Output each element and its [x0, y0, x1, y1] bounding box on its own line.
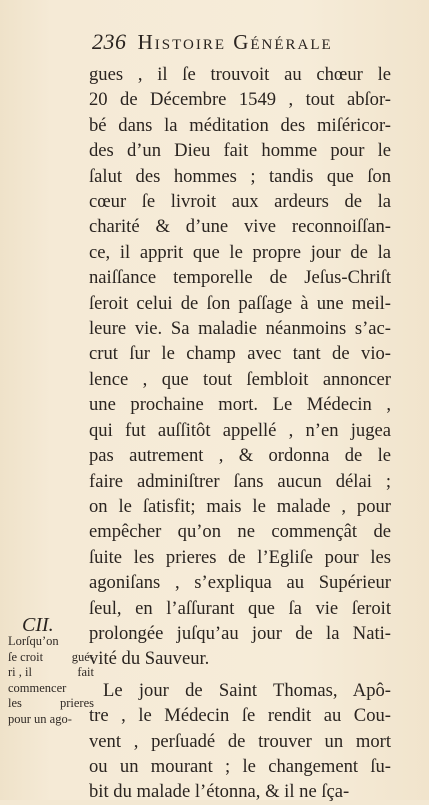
text-line: qui fut auſſitôt appellé , n’en jugea: [89, 419, 391, 441]
margin-note-word: les: [8, 696, 22, 710]
text-line: bit du malade l’étonna, & il ne ſça-: [89, 781, 350, 803]
text-line: bé dans la méditation des miſéricor-: [89, 114, 391, 136]
text-line: lence , que tout ſembloit annoncer: [89, 368, 391, 390]
text-line: ſalut des hommes ; tandis que ſon: [89, 165, 391, 187]
text-line: Le jour de Saint Thomas, Apô-: [103, 679, 391, 701]
text-line: une prochaine mort. Le Médecin ,: [89, 394, 391, 416]
margin-note-word: Lorſqu’on: [8, 634, 59, 648]
text-line: 20 de Décembre 1549 , tout abſor-: [89, 89, 391, 111]
text-line: tre , le Médecin ſe rendit au Cou-: [89, 705, 391, 727]
page-number: 236: [92, 29, 127, 54]
text-line: vent , perſuadé de trouver un mort: [89, 730, 391, 752]
body-text: [89, 62, 391, 805]
text-line: empêcher qu’on ne commençât de: [89, 521, 391, 543]
text-line: ſeul, en l’aſſurant que ſa vie ſeroit: [89, 597, 391, 619]
margin-note-word: commencer: [8, 680, 67, 695]
margin-note-word: pour un ago-: [8, 711, 72, 726]
running-title: Histoire Générale: [137, 30, 333, 54]
text-line: ſuite les prieres de l’Egliſe pour les: [89, 546, 391, 568]
margin-note-line: [8, 696, 94, 712]
text-line: des d’un Dieu fait homme pour le: [89, 140, 391, 162]
margin-note: [8, 634, 94, 727]
text-line: agoniſans , s’expliqua au Supérieur: [89, 572, 391, 594]
text-line: vité du Sauveur.: [89, 648, 210, 670]
margin-note-word: gué-: [71, 649, 94, 664]
text-line: cœur ſe livroit aux ardeurs de la: [89, 191, 391, 213]
text-line: charité & d’une vive reconnoiſſan-: [89, 216, 391, 238]
paragraph-1: [89, 62, 391, 672]
margin-note-word: ri , il: [8, 665, 32, 679]
text-line: on le ſatisfit; mais le malade , pour: [89, 495, 391, 517]
margin-note-word: ſe croit: [8, 649, 44, 664]
text-line: naiſſance temporelle de Jeſus-Chriſt: [89, 267, 391, 289]
paragraph-2: [89, 678, 391, 805]
text-line: leure vie. Sa maladie néanmoins s’ac-: [89, 318, 391, 340]
section-number: CII.: [22, 614, 54, 636]
text-line: ce, il apprit que le propre jour de la: [89, 241, 391, 263]
page-header: [92, 29, 392, 59]
margin-note-line: [8, 650, 94, 666]
margin-note-line: [8, 665, 94, 681]
text-line: crut ſur le champ avec tant de vio-: [89, 343, 391, 365]
text-line: gues , il ſe trouvoit au chœur le: [89, 64, 391, 85]
text-line: ou un mourant ; le changement ſu-: [89, 755, 391, 777]
text-line: ſeroit celui de ſon paſſage à une meil-: [89, 292, 391, 314]
margin-note-word: prieres: [59, 696, 94, 710]
margin-note-line: [8, 681, 94, 697]
text-line: pas autrement , & ordonna de le: [89, 445, 391, 467]
text-line: faire adminiſtrer ſans aucun délai ;: [89, 470, 391, 492]
text-line: prolongée juſqu’au jour de la Nati-: [89, 622, 391, 644]
margin-note-line: [8, 634, 94, 650]
margin-note-line: [8, 712, 94, 728]
margin-note-word: fait: [77, 665, 94, 679]
